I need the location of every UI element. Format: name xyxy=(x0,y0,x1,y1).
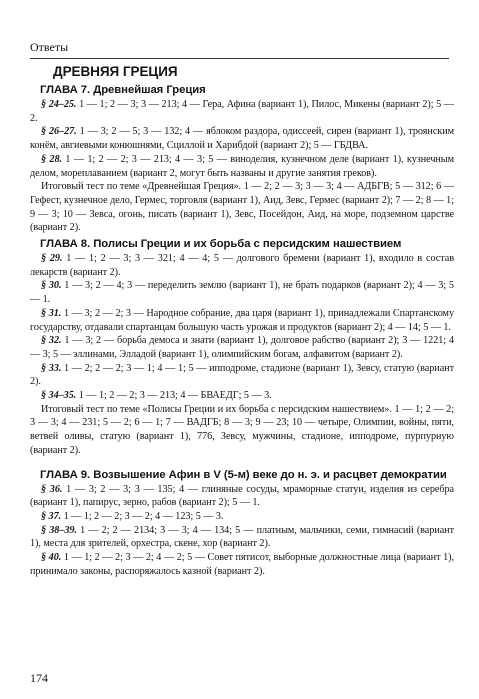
answer-paragraph xyxy=(30,483,454,510)
answer-text: 1 — 1; 2 — 2; 3 — 213; 4 — БВАЕДГ; 5 — 3. xyxy=(76,390,272,402)
answer-text: 1 — 1; 2 — 3; 3 — 213; 4 — Гера, Афина (вариант 1), Пилос, Микены (вариант 2); 5 — 2. xyxy=(30,99,454,124)
section-ref: § 40. xyxy=(41,552,62,564)
section-ref: § 37. xyxy=(41,510,62,522)
answer-text: Итоговый тест по теме «Древнейшая Греция». 1 — 2; 2 — 3; 3 — 3; 4 — АДБГВ; 5 — 312; 6 — Гефест, кузнечное дело, Гермес, торговля (вариант 1), Аид, Зевс, Гермес (вариант 2); 7 — 2; 8 — 1; 9 — 3; 10 — Зевса, огонь, писать (вариант 1), Зевс, Посейдон, Аид, на море, подземном царстве (вариант 2). xyxy=(30,181,454,234)
answer-paragraph xyxy=(30,279,454,306)
answer-text: 1 — 2; 2 — 2; 3 — 1; 4 — 1; 5 — ипподроме, стадионе (вариант 1), Зевсу, статую (вариант 2). xyxy=(30,362,454,388)
section-ref: § 30. xyxy=(41,280,62,292)
section-ref: § 26–27. xyxy=(41,126,77,138)
running-title: Ответы xyxy=(30,40,69,54)
section-ref: § 28. xyxy=(41,153,63,165)
chapter-title: ГЛАВА 9. Возвышение Афин в V (5-м) веке до н. э. и расцвет демократии xyxy=(40,468,447,481)
answer-text: 1 — 3; 2 — 5; 3 — 132; 4 — яблоком раздора, одиссеей, сирен (вариант 1), троянским конём, авгиевыми конюшнями, Сциллой и Харибдой (вариант 2); 5 — ГБДВА. xyxy=(30,126,454,152)
answers-content xyxy=(30,60,454,579)
section-ref: § 24–25. xyxy=(41,99,77,110)
page-number: 174 xyxy=(30,671,48,685)
answer-paragraph xyxy=(30,98,454,125)
section-ref: § 34–35. xyxy=(41,390,77,402)
answer-text: 1 — 1; 2 — 2; 3 — 2; 4 — 2; 5 — Совет пятисот, выборные должностные лица (вариант 1), принимало законы, распоряжалось казной (вариант 2). xyxy=(30,552,454,577)
answer-paragraph xyxy=(30,524,454,551)
section-ref: § 33. xyxy=(41,362,62,374)
answer-paragraph xyxy=(30,153,454,180)
answer-text: 1 — 2; 2 — 2134; 3 — 3; 4 — 134; 5 — платным, мальчики, семи, гимнасий (вариант 1), места для зрителей, орхестра, скене, хор (вариант 2). xyxy=(30,524,454,550)
answer-text: 1 — 3; 2 — 3; 3 — 135; 4 — глиняные сосуды, мраморные статуи, изделия из серебра (вариант 1), папирус, зерно, рабов (вариант 2); 5 — 1. xyxy=(30,483,454,509)
final-test-paragraph xyxy=(30,180,454,235)
section-ref: § 38–39. xyxy=(41,524,77,536)
section-title: ДРЕВНЯЯ ГРЕЦИЯ xyxy=(53,64,178,79)
answer-paragraph xyxy=(30,334,454,361)
answer-text: 1 — 3; 2 — борьба демоса и знати (вариант 1), долговое рабство (вариант 2); 3 — 1221; 4 — 3; 5 — эллинами, Элладой (вариант 1), олимпийским богам, алфавитом (вариант 2). xyxy=(30,335,454,360)
answer-paragraph xyxy=(30,551,454,578)
answer-text: 1 — 1; 2 — 2; 3 — 213; 4 — 3; 5 — виноделия, кузнечном деле (вариант 1), кузнечным делом, мореплаванием (вариант 2, могут быть названы и другие занятия греков). xyxy=(30,153,454,179)
header-rule xyxy=(30,58,449,59)
answer-text: 1 — 1; 2 — 2; 3 — 2; 4 — 123; 5 — 3. xyxy=(61,510,224,522)
answer-text: Итоговый тест по теме «Полисы Греции и их борьба с персидским нашествием». 1 — 1; 2 — 2; 3 — 3; 4 — 231; 5 — 2; 6 — 1; 7 — ВАДГБ; 8 — 3; 9 — 23; 10 — четыре, Олимпии, войны, пяти, ветвей оливы, статую (вариант 1), 776, Зевсу, мужчины, стадионе, ипподроме, пурпурную (вариант 2). xyxy=(30,403,454,456)
chapter-title: ГЛАВА 8. Полисы Греции и их борьба с персидским нашествием xyxy=(40,238,402,251)
chapter-title: ГЛАВА 7. Древнейшая Греция xyxy=(40,84,206,96)
answer-text: 1 — 1; 2 — 3; 3 — 321; 4 — 4; 5 — долгового бремени (вариант 1), входило в состав лекарств (вариант 2). xyxy=(30,253,454,278)
final-test-paragraph xyxy=(30,403,454,458)
answer-paragraph xyxy=(30,125,454,152)
answer-paragraph xyxy=(30,510,454,524)
answer-paragraph xyxy=(30,389,454,403)
section-ref: § 31. xyxy=(41,307,62,319)
answer-paragraph xyxy=(30,252,454,279)
section-ref: § 36. xyxy=(41,483,63,495)
answer-text: 1 — 3; 2 — 4; 3 — переделить землю (вариант 1), не брать подарков (вариант 2); 4 — 3; 5 — 1. xyxy=(30,280,454,306)
answer-text: 1 — 3; 2 — 2; 3 — Народное собрание, два царя (вариант 1), принадлежали Спартанскому государству, отдавали спартанцам большую часть урожая и продуктов (вариант 2); 4 — 14; 5 — 1. xyxy=(30,307,454,333)
section-ref: § 29. xyxy=(41,253,63,265)
answer-paragraph xyxy=(30,307,454,334)
answer-paragraph xyxy=(30,362,454,389)
section-ref: § 32. xyxy=(41,335,62,347)
